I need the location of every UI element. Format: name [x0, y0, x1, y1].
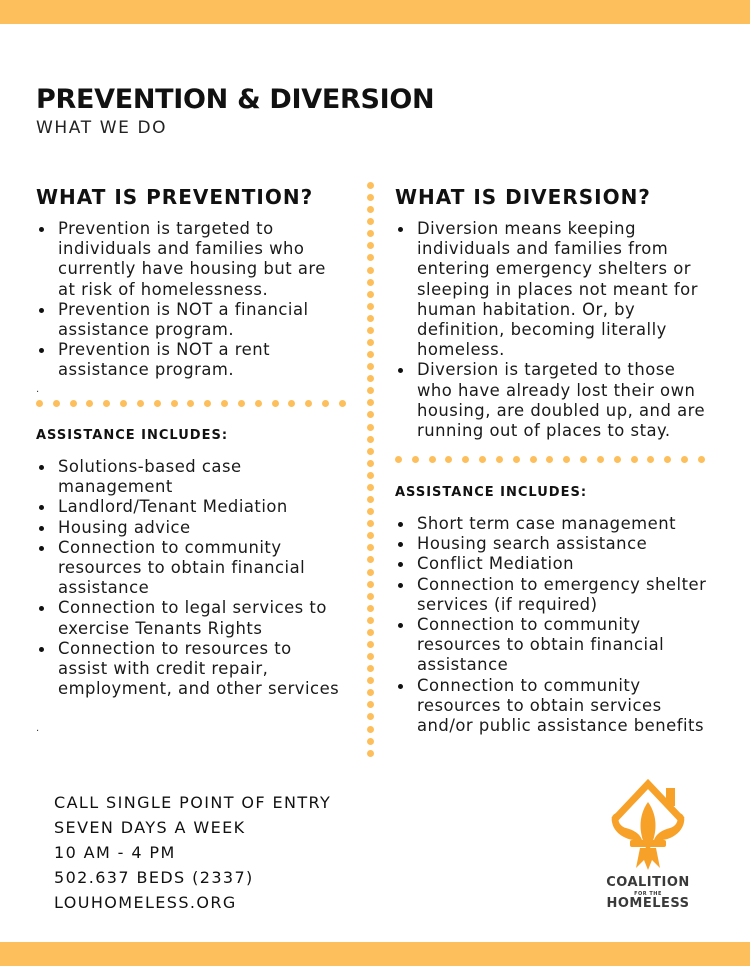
- contact-hours: 10 AM - 4 PM: [54, 843, 176, 862]
- page-subtitle: WHAT WE DO: [36, 118, 168, 138]
- coalition-logo: [592, 776, 704, 916]
- speck-mark: .: [36, 384, 40, 395]
- logo-text-for-the: FOR THE: [634, 891, 662, 897]
- list-item: Housing advice: [36, 518, 346, 538]
- top-accent-band: [0, 0, 750, 24]
- prevention-assistance-list: [36, 457, 346, 699]
- list-item: Solutions-based case management: [36, 457, 346, 497]
- list-item: Prevention is targeted to individuals and families who currently have housing but are at risk of homelessness.: [36, 219, 346, 300]
- diversion-dotted-divider: [395, 456, 705, 463]
- logo-text-homeless: HOMELESS: [606, 896, 690, 911]
- list-item: Prevention is NOT a financial assistance program.: [36, 300, 346, 340]
- diversion-heading: WHAT IS DIVERSION?: [395, 185, 651, 209]
- page-title: PREVENTION & DIVERSION: [36, 84, 435, 115]
- column-dotted-divider: [367, 182, 374, 757]
- diversion-list: [395, 219, 715, 441]
- list-item: Diversion means keeping individuals and families from entering emergency shelters or sleeping in places not meant for human habitation. Or, by definition, becoming literally homeless.: [395, 219, 715, 360]
- list-item: Connection to community resources to obtain financial assistance: [36, 538, 346, 599]
- logo-text-coalition: COALITION: [606, 875, 690, 890]
- prevention-assistance-heading: ASSISTANCE INCLUDES:: [36, 428, 229, 443]
- prevention-dotted-divider: [36, 400, 346, 407]
- contact-block: [54, 790, 331, 915]
- list-item: Connection to legal services to exercise Tenants Rights: [36, 598, 346, 638]
- list-item: Connection to resources to assist with credit repair, employment, and other services: [36, 639, 346, 700]
- contact-website[interactable]: LOUHOMELESS.ORG: [54, 893, 237, 912]
- list-item: Connection to community resources to obtain financial assistance: [395, 615, 715, 676]
- fleur-de-lis-house-icon: [592, 776, 704, 874]
- prevention-list: [36, 219, 346, 381]
- list-item: Short term case management: [395, 514, 715, 534]
- list-item: Prevention is NOT a rent assistance program.: [36, 340, 346, 380]
- prevention-heading: WHAT IS PREVENTION?: [36, 185, 314, 209]
- list-item: Connection to community resources to obtain services and/or public assistance benefits: [395, 676, 715, 737]
- list-item: Housing search assistance: [395, 534, 715, 554]
- speck-mark: .: [36, 723, 40, 734]
- diversion-assistance-list: [395, 514, 715, 736]
- list-item: Diversion is targeted to those who have already lost their own housing, are doubled up, and are running out of places to stay.: [395, 360, 715, 441]
- contact-line: CALL SINGLE POINT OF ENTRY: [54, 793, 332, 812]
- bottom-accent-band: [0, 942, 750, 966]
- contact-phone[interactable]: 502.637 BEDS (2337): [54, 868, 254, 887]
- list-item: Conflict Mediation: [395, 554, 715, 574]
- list-item: Landlord/Tenant Mediation: [36, 497, 346, 517]
- diversion-assistance-heading: ASSISTANCE INCLUDES:: [395, 485, 588, 500]
- contact-line: SEVEN DAYS A WEEK: [54, 818, 246, 837]
- list-item: Connection to emergency shelter services (if required): [395, 575, 715, 615]
